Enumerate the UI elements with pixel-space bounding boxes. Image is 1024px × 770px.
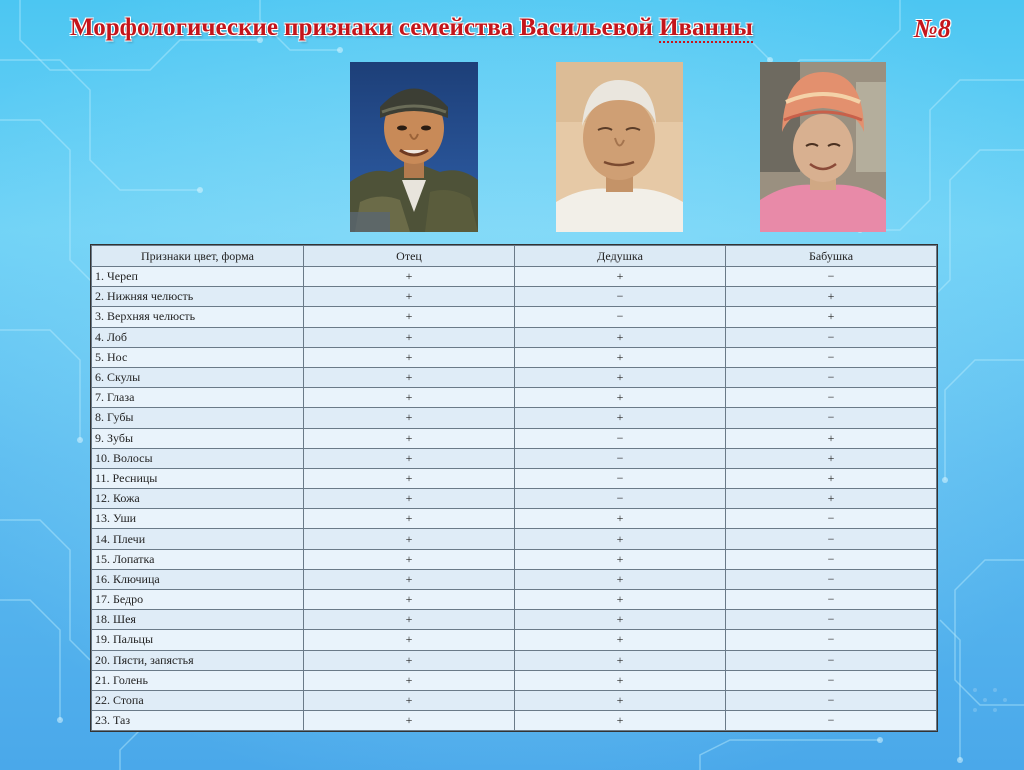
grandfather-cell: + [515, 711, 726, 731]
grandmother-cell: + [726, 428, 937, 448]
slide-title [70, 14, 753, 42]
header-father: Отец [304, 246, 515, 267]
trait-cell: 1. Череп [92, 267, 304, 287]
grandmother-cell: + [726, 287, 937, 307]
grandmother-cell: + [726, 307, 937, 327]
grandfather-cell: − [515, 428, 726, 448]
trait-cell: 8. Губы [92, 408, 304, 428]
grandmother-cell: − [726, 529, 937, 549]
grandmother-cell: − [726, 630, 937, 650]
grandmother-cell: − [726, 509, 937, 529]
table-row [92, 690, 937, 710]
trait-cell: 19. Пальцы [92, 630, 304, 650]
table-row [92, 367, 937, 387]
trait-cell: 15. Лопатка [92, 549, 304, 569]
father-cell: + [304, 610, 515, 630]
grandmother-cell: + [726, 448, 937, 468]
table-row [92, 307, 937, 327]
grandmother-cell: − [726, 711, 937, 731]
father-cell: + [304, 549, 515, 569]
grandfather-cell: + [515, 670, 726, 690]
grandfather-cell: + [515, 690, 726, 710]
trait-cell: 14. Плечи [92, 529, 304, 549]
father-photo [350, 62, 478, 232]
trait-cell: 23. Таз [92, 711, 304, 731]
grandfather-cell: − [515, 448, 726, 468]
grandmother-cell: − [726, 690, 937, 710]
trait-cell: 10. Волосы [92, 448, 304, 468]
table-row [92, 610, 937, 630]
grandfather-photo [556, 62, 683, 232]
slide-number: №8 [914, 14, 951, 43]
table-header-row [92, 246, 937, 267]
table-row [92, 569, 937, 589]
table-row [92, 489, 937, 509]
father-cell: + [304, 367, 515, 387]
father-cell: + [304, 468, 515, 488]
traits-table [91, 245, 937, 731]
grandfather-cell: + [515, 509, 726, 529]
father-cell: + [304, 327, 515, 347]
trait-cell: 21. Голень [92, 670, 304, 690]
grandmother-cell: − [726, 670, 937, 690]
grandfather-cell: + [515, 569, 726, 589]
grandfather-cell: + [515, 367, 726, 387]
grandfather-cell: + [515, 529, 726, 549]
father-cell: + [304, 388, 515, 408]
father-cell: + [304, 690, 515, 710]
table-row [92, 408, 937, 428]
trait-cell: 22. Стопа [92, 690, 304, 710]
table-row [92, 347, 937, 367]
grandmother-cell: − [726, 367, 937, 387]
father-cell: + [304, 569, 515, 589]
grandfather-cell: + [515, 408, 726, 428]
father-cell: + [304, 630, 515, 650]
father-cell: + [304, 711, 515, 731]
grandmother-cell: − [726, 327, 937, 347]
grandmother-cell: − [726, 590, 937, 610]
trait-cell: 6. Скулы [92, 367, 304, 387]
trait-cell: 16. Ключица [92, 569, 304, 589]
father-cell: + [304, 448, 515, 468]
table-row [92, 590, 937, 610]
trait-cell: 11. Ресницы [92, 468, 304, 488]
father-cell: + [304, 489, 515, 509]
title-text: Морфологические признаки семейства Васильевой [70, 14, 660, 41]
trait-cell: 12. Кожа [92, 489, 304, 509]
trait-cell: 9. Зубы [92, 428, 304, 448]
grandfather-cell: + [515, 590, 726, 610]
father-cell: + [304, 428, 515, 448]
father-cell: + [304, 267, 515, 287]
grandfather-cell: + [515, 549, 726, 569]
father-cell: + [304, 307, 515, 327]
traits-table-container [90, 244, 938, 732]
grandfather-cell: + [515, 388, 726, 408]
trait-cell: 2. Нижняя челюсть [92, 287, 304, 307]
trait-cell: 13. Уши [92, 509, 304, 529]
trait-cell: 18. Шея [92, 610, 304, 630]
grandfather-cell: − [515, 468, 726, 488]
grandmother-photo [760, 62, 886, 232]
grandfather-cell: + [515, 347, 726, 367]
grandmother-cell: − [726, 549, 937, 569]
father-cell: + [304, 590, 515, 610]
grandfather-cell: + [515, 327, 726, 347]
grandmother-cell: − [726, 347, 937, 367]
grandmother-cell: − [726, 569, 937, 589]
table-row [92, 468, 937, 488]
father-cell: + [304, 408, 515, 428]
table-row [92, 327, 937, 347]
table-row [92, 670, 937, 690]
header-traits: Признаки цвет, форма [92, 246, 304, 267]
father-cell: + [304, 670, 515, 690]
table-row [92, 388, 937, 408]
table-row [92, 448, 937, 468]
grandfather-cell: − [515, 307, 726, 327]
grandfather-cell: − [515, 287, 726, 307]
table-row [92, 630, 937, 650]
trait-cell: 20. Пясти, запястья [92, 650, 304, 670]
grandfather-cell: + [515, 267, 726, 287]
table-row [92, 509, 937, 529]
grandfather-cell: + [515, 610, 726, 630]
table-row [92, 650, 937, 670]
father-cell: + [304, 287, 515, 307]
father-cell: + [304, 529, 515, 549]
grandmother-cell: + [726, 489, 937, 509]
grandmother-cell: − [726, 267, 937, 287]
grandmother-cell: − [726, 408, 937, 428]
trait-cell: 5. Нос [92, 347, 304, 367]
grandfather-cell: + [515, 630, 726, 650]
table-body [92, 267, 937, 731]
header-grandfather: Дедушка [515, 246, 726, 267]
table-row [92, 529, 937, 549]
father-cell: + [304, 509, 515, 529]
father-cell: + [304, 347, 515, 367]
grandmother-cell: − [726, 610, 937, 630]
trait-cell: 4. Лоб [92, 327, 304, 347]
table-row [92, 287, 937, 307]
grandmother-cell: − [726, 388, 937, 408]
title-name-underlined: Иванны [659, 14, 753, 41]
header-grandmother: Бабушка [726, 246, 937, 267]
grandfather-cell: − [515, 489, 726, 509]
trait-cell: 17. Бедро [92, 590, 304, 610]
table-row [92, 267, 937, 287]
trait-cell: 3. Верхняя челюсть [92, 307, 304, 327]
grandfather-cell: + [515, 650, 726, 670]
grandmother-cell: − [726, 650, 937, 670]
grandmother-cell: + [726, 468, 937, 488]
table-row [92, 549, 937, 569]
table-row [92, 428, 937, 448]
table-row [92, 711, 937, 731]
trait-cell: 7. Глаза [92, 388, 304, 408]
father-cell: + [304, 650, 515, 670]
